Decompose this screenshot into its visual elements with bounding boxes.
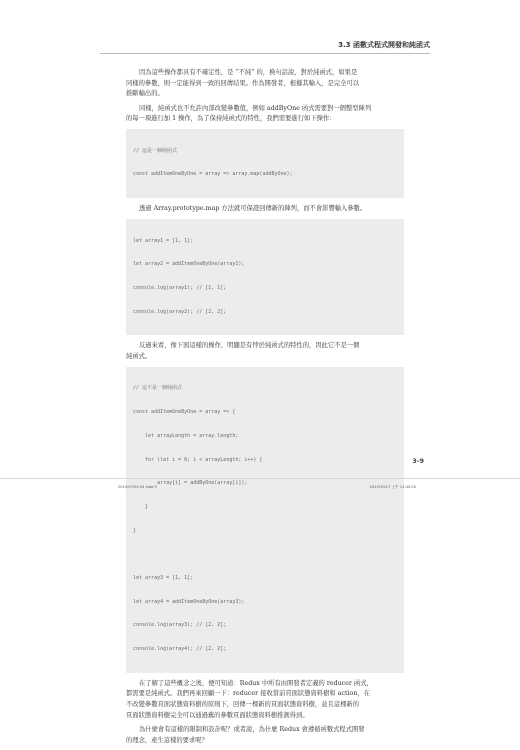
- page-header: [100, 40, 430, 54]
- page-number: 3-9: [412, 457, 424, 465]
- paragraph: 反過來看，像下面這樣的操作，明顯是有悖於純函式的特性的，因此它不是一個 純函式。: [126, 342, 360, 360]
- page-content: [126, 68, 404, 750]
- code-block: // 這不是一個純函式 const addItemOneByOne = array => { let arrayLength = array.length; for (let i = 0; i < arrayLength; i++) { array[i] = addByOne(array[i]); } } let array3 = [1, 1]; let array4 = addItemOneByOne(array3); console.log(array3); // [2, 2]; console.log(array4); // [2, 2];: [126, 367, 404, 673]
- section-title: 3.3 函數式程式開發和純函式: [338, 41, 430, 49]
- code-block: let array1 = [1, 1]; let array2 = addItemOneByOne(array1); console.log(array1); // [1, 1]; console.log(array2); // [2, 2];: [126, 219, 404, 336]
- crop-line: [0, 478, 520, 479]
- print-slug-left: 2019/07/03 04 indd 9: [118, 485, 157, 489]
- print-slug-right: 2019/10/17 上午 11:45:20: [369, 485, 416, 489]
- paragraph: 同樣，純函式也不允許內部改變參數值，例如 addByOne 函式需要對一個整型陣列 的每一項進行加 1 操作，為了保持純函式的特性，我們需要進行如下操作：: [126, 104, 372, 123]
- code-block: // 這是一個純函式 const addItemOneByOne = array => array.map(addByOne);: [126, 129, 404, 198]
- paragraph: 在了解了這些概念之後，便可知道：Redux 中所有由開發者定義的 reducer 函式， 都需要是純函式。我們再來回顧一下：reducer 接收當前頁面狀態資料樹和 action，在 不改變參數頁面狀態資料樹的原則下，回傳一棵新的頁面狀態資料樹，並且這棵新的 頁面狀態資料樹完全可以通過舊的參數頁面狀態資料樹推測得到。: [126, 679, 373, 719]
- paragraph: 透過 Array.prototype.map 方法就可保證回傳新的陣列，而不會影響輸入參數。: [139, 205, 367, 213]
- paragraph: 為什麼會有這樣的限制和設計呢？或者說，為什麼 Redux 會遵循函數式程式開發 的理念，產生這樣的要求呢？: [126, 726, 365, 744]
- paragraph: 因為這些操作都具有不確定性，是 “不純” 的，換句話說，對於純函式，如果是 同樣的參數，則一定能得到一致的回傳結果。作為開發者，根據其輸入，是完全可以 推斷輸出的。: [126, 69, 359, 98]
